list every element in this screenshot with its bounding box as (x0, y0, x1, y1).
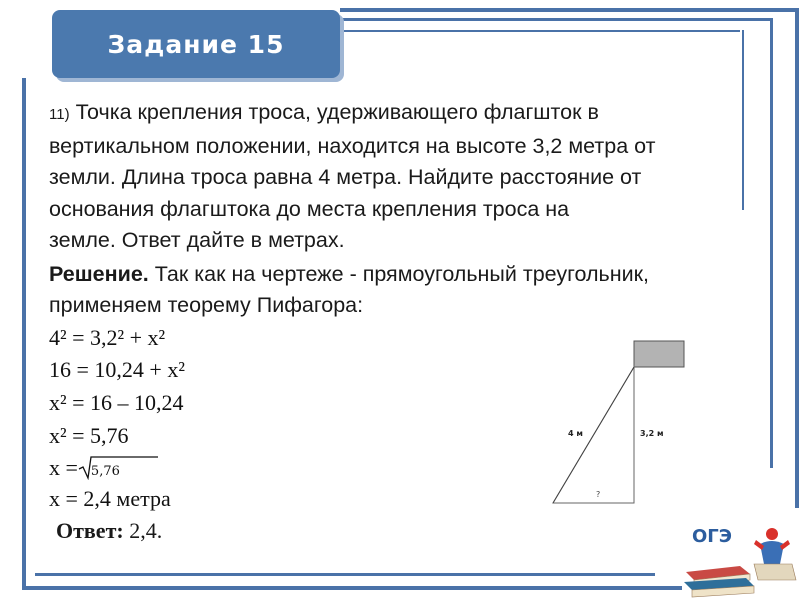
equation-step-2: 16 = 10,24 + x² (49, 357, 185, 382)
problem-line-3: земли. Длина троса равна 4 метра. Найдите расстояние от (49, 165, 642, 189)
equation-step-5 (49, 453, 449, 483)
answer-label: Ответ: (56, 518, 124, 543)
sqrt-expression (78, 454, 160, 480)
frame-top-line-1 (340, 8, 795, 12)
equation-result: x = 2,4 метра (49, 486, 171, 511)
solution-text-1: Так как на чертеже - прямоугольный треугольник, (154, 262, 649, 286)
frame-bottom-line-2 (35, 573, 655, 576)
equation-step-3: x² = 16 – 10,24 (49, 390, 184, 415)
frame-left-line (22, 78, 26, 588)
problem-number: 11) (49, 106, 70, 123)
problem-line-4: основания флагштока до места крепления троса на (49, 196, 570, 221)
oge-logo (680, 520, 800, 600)
frame-top-line-2 (340, 18, 770, 21)
frame-bottom-line-1 (22, 586, 682, 590)
answer-value: 2,4. (129, 518, 163, 543)
height-label: 3,2 м (640, 429, 664, 438)
cable-line (553, 367, 634, 503)
flagpole-diagram (550, 340, 690, 510)
solution-line-2: применяем теорему Пифагора: (49, 293, 364, 317)
sqrt-prefix: x = (49, 455, 78, 480)
solution-line-1 (49, 259, 769, 289)
books-logo-icon (680, 520, 800, 600)
equation-step-4: x² = 5,76 (49, 423, 129, 448)
problem-line-2: вертикальном положении, находится на высоте 3,2 метра от (49, 133, 656, 158)
title-banner (52, 10, 340, 78)
logo-text: ОГЭ (692, 526, 732, 547)
problem-line-1: 11) Точка крепления троса, удерживающего флагшток в (49, 100, 599, 124)
equation-step-1: 4² = 3,2² + x² (49, 325, 166, 350)
problem-statement (49, 97, 749, 257)
frame-right-line-2 (770, 18, 773, 468)
problem-line-5: земле. Ответ дайте в метрах. (49, 228, 345, 252)
base-label: ? (596, 490, 601, 499)
sqrt-argument: 5,76 (90, 464, 120, 479)
solution-label: Решение. (49, 262, 149, 286)
frame-top-line-3 (340, 30, 740, 32)
hypotenuse-label: 4 м (568, 429, 583, 438)
flag-shape (634, 341, 684, 367)
page-title: Задание 15 (107, 29, 285, 59)
frame-right-line-1 (795, 8, 799, 508)
answer-line (56, 516, 162, 546)
